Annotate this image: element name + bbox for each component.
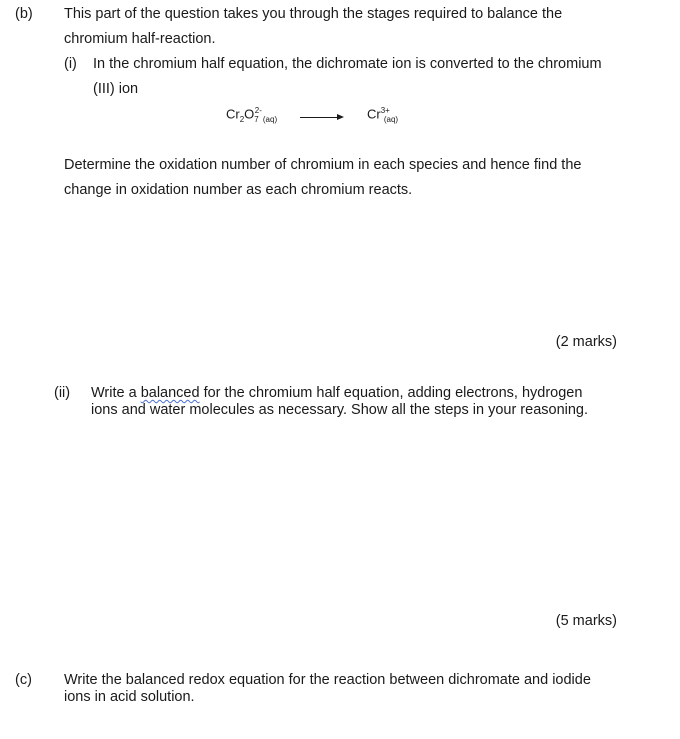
- part-c-label: (c): [15, 672, 32, 688]
- sub-i-line2: (III) ion: [93, 81, 139, 97]
- product-state: (aq): [383, 114, 399, 124]
- sub-ii-line1-post: for the chromium half equation, adding electrons, hydrogen: [199, 385, 583, 401]
- sub-i-label: (i): [64, 56, 77, 72]
- part-c-line1: Write the balanced redox equation for the reaction between dichromate and iodide: [64, 672, 591, 688]
- sub-i-task-line1: Determine the oxidation number of chromium in each species and hence find the: [64, 157, 582, 173]
- product-charge: 3+: [380, 106, 390, 115]
- reactant-sub1: 2: [239, 114, 245, 124]
- sub-ii-line2: ions and water molecules as necessary. Show all the steps in your reasoning.: [91, 402, 589, 418]
- sub-i-line1: In the chromium half equation, the dichromate ion is converted to the chromium: [93, 56, 602, 72]
- reactant-dichromate: [226, 106, 277, 124]
- spelling-flagged-word[interactable]: balanced: [140, 385, 200, 401]
- reactant-state: (aq): [262, 114, 278, 124]
- sub-i-marks: (2 marks): [555, 334, 617, 350]
- sub-ii-marks: (5 marks): [555, 613, 617, 629]
- sub-ii-line1: [91, 385, 582, 401]
- sub-i-task-line2: change in oxidation number as each chromium reacts.: [64, 182, 413, 198]
- reaction-arrow-icon: [337, 114, 344, 120]
- reactant-el2: O: [244, 106, 255, 122]
- sub-ii-line1-pre: Write a: [91, 385, 141, 401]
- part-b-label: (b): [15, 6, 33, 22]
- part-b-intro-line2: chromium half-reaction.: [64, 31, 216, 47]
- part-c-line2: ions in acid solution.: [64, 689, 195, 705]
- part-b-intro-line1: This part of the question takes you through the stages required to balance the: [64, 6, 563, 22]
- reactant-sub2: 7: [254, 114, 259, 124]
- product-el: Cr: [367, 106, 381, 122]
- sub-ii-label: (ii): [54, 385, 71, 401]
- reaction-arrow-line: [300, 117, 338, 118]
- reactant-el1: Cr: [226, 106, 240, 122]
- reactant-charge: 2-: [254, 106, 262, 115]
- product-chromium-iii: [367, 106, 398, 124]
